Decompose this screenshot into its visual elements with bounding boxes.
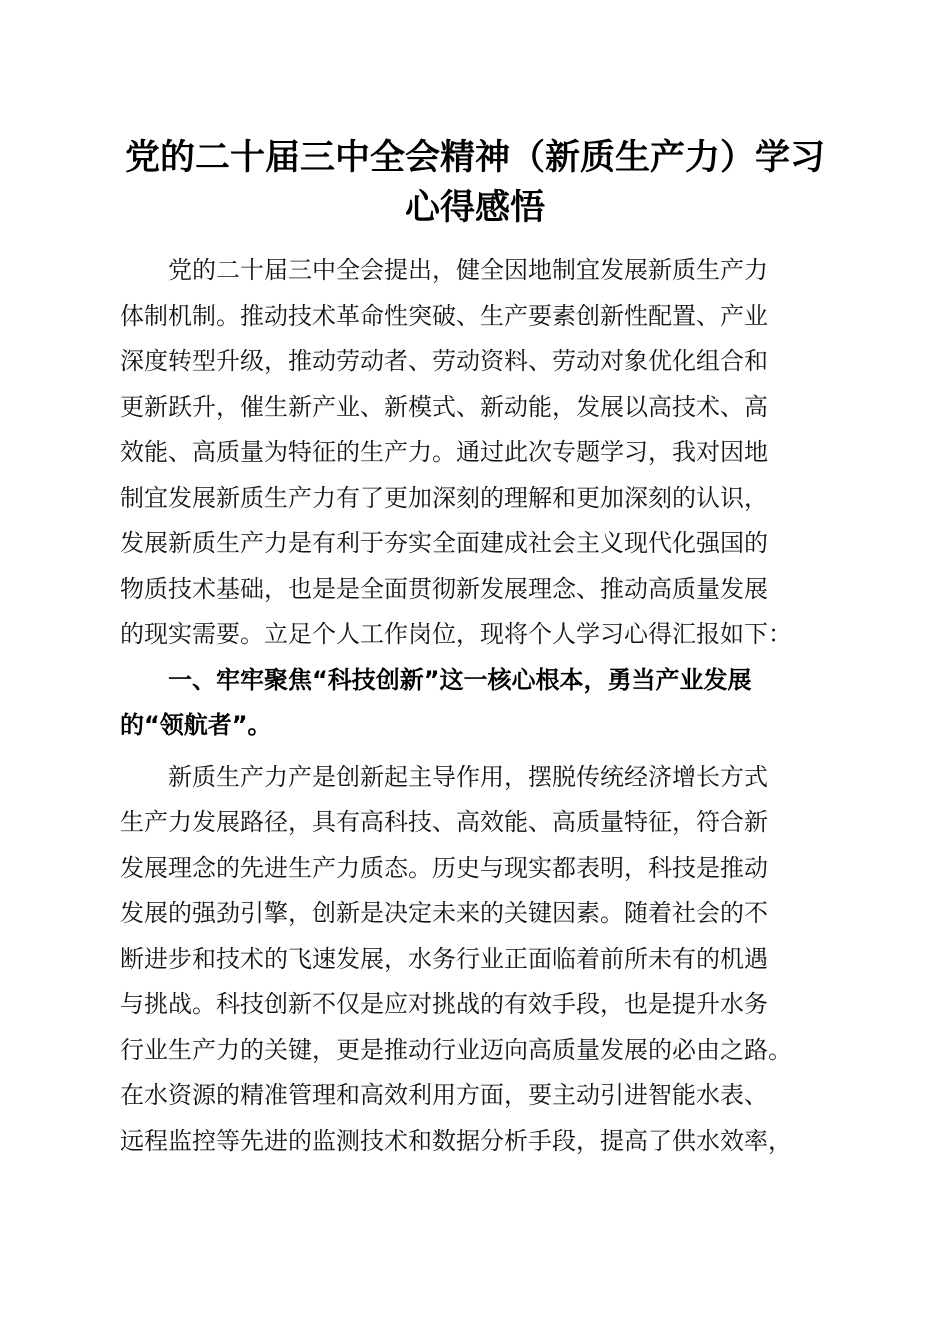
- paragraph-intro: [120, 248, 840, 658]
- text-line: 物质技术基础，也是是全面贯彻新发展理念、推动高质量发展: [120, 574, 768, 603]
- text-line: 断进步和技术的飞速发展，水务行业正面临着前所未有的机遇: [120, 944, 768, 973]
- text-line: 生产力发展路径，具有高科技、高效能、高质量特征，符合新: [120, 808, 768, 836]
- document-title: [100, 133, 850, 233]
- text-line: 发展新质生产力是有利于夯实全面建成社会主义现代化强国的: [120, 529, 768, 557]
- text-line: 发展的强劲引擎，创新是决定未来的关键因素。随着社会的不: [120, 899, 768, 927]
- title-line-1: 党的二十届三中全会精神（新质生产力）学习: [124, 137, 825, 178]
- section-heading-1: [120, 658, 840, 749]
- paragraph-section-1: [120, 755, 840, 1165]
- text-line: 体制机制。推动技术革命性突破、生产要素创新性配置、产业: [120, 301, 768, 330]
- heading-line: 的“领航者”。: [120, 711, 272, 739]
- document-body: [120, 248, 840, 1164]
- title-line-2: 心得感悟: [404, 187, 545, 228]
- text-line: 行业生产力的关键，更是推动行业迈向高质量发展的必由之路。: [120, 1035, 792, 1064]
- text-line: 远程监控等先进的监测技术和数据分析手段，提高了供水效率，: [120, 1126, 792, 1155]
- text-line: 的现实需要。立足个人工作岗位，现将个人学习心得汇报如下：: [120, 620, 792, 648]
- heading-line: 一、牢牢聚焦“科技创新”这一核心根本，勇当产业发展: [168, 665, 752, 694]
- text-line: 效能、高质量为特征的生产力。通过此次专题学习，我对因地: [120, 438, 768, 466]
- text-line: 更新跃升，催生新产业、新模式、新动能，发展以高技术、高: [120, 392, 768, 421]
- text-line: 制宜发展新质生产力有了更加深刻的理解和更加深刻的认识，: [120, 483, 768, 512]
- text-line: 在水资源的精准管理和高效利用方面，要主动引进智能水表、: [120, 1081, 768, 1109]
- text-line: 深度转型升级，推动劳动者、劳动资料、劳动对象优化组合和: [120, 347, 768, 375]
- text-line: 与挑战。科技创新不仅是应对挑战的有效手段，也是提升水务: [120, 990, 768, 1018]
- text-line: 新质生产力产是创新起主导作用，摆脱传统经济增长方式: [168, 762, 768, 791]
- text-line: 发展理念的先进生产力质态。历史与现实都表明，科技是推动: [120, 853, 768, 882]
- text-line: 党的二十届三中全会提出，健全因地制宜发展新质生产力: [168, 256, 768, 284]
